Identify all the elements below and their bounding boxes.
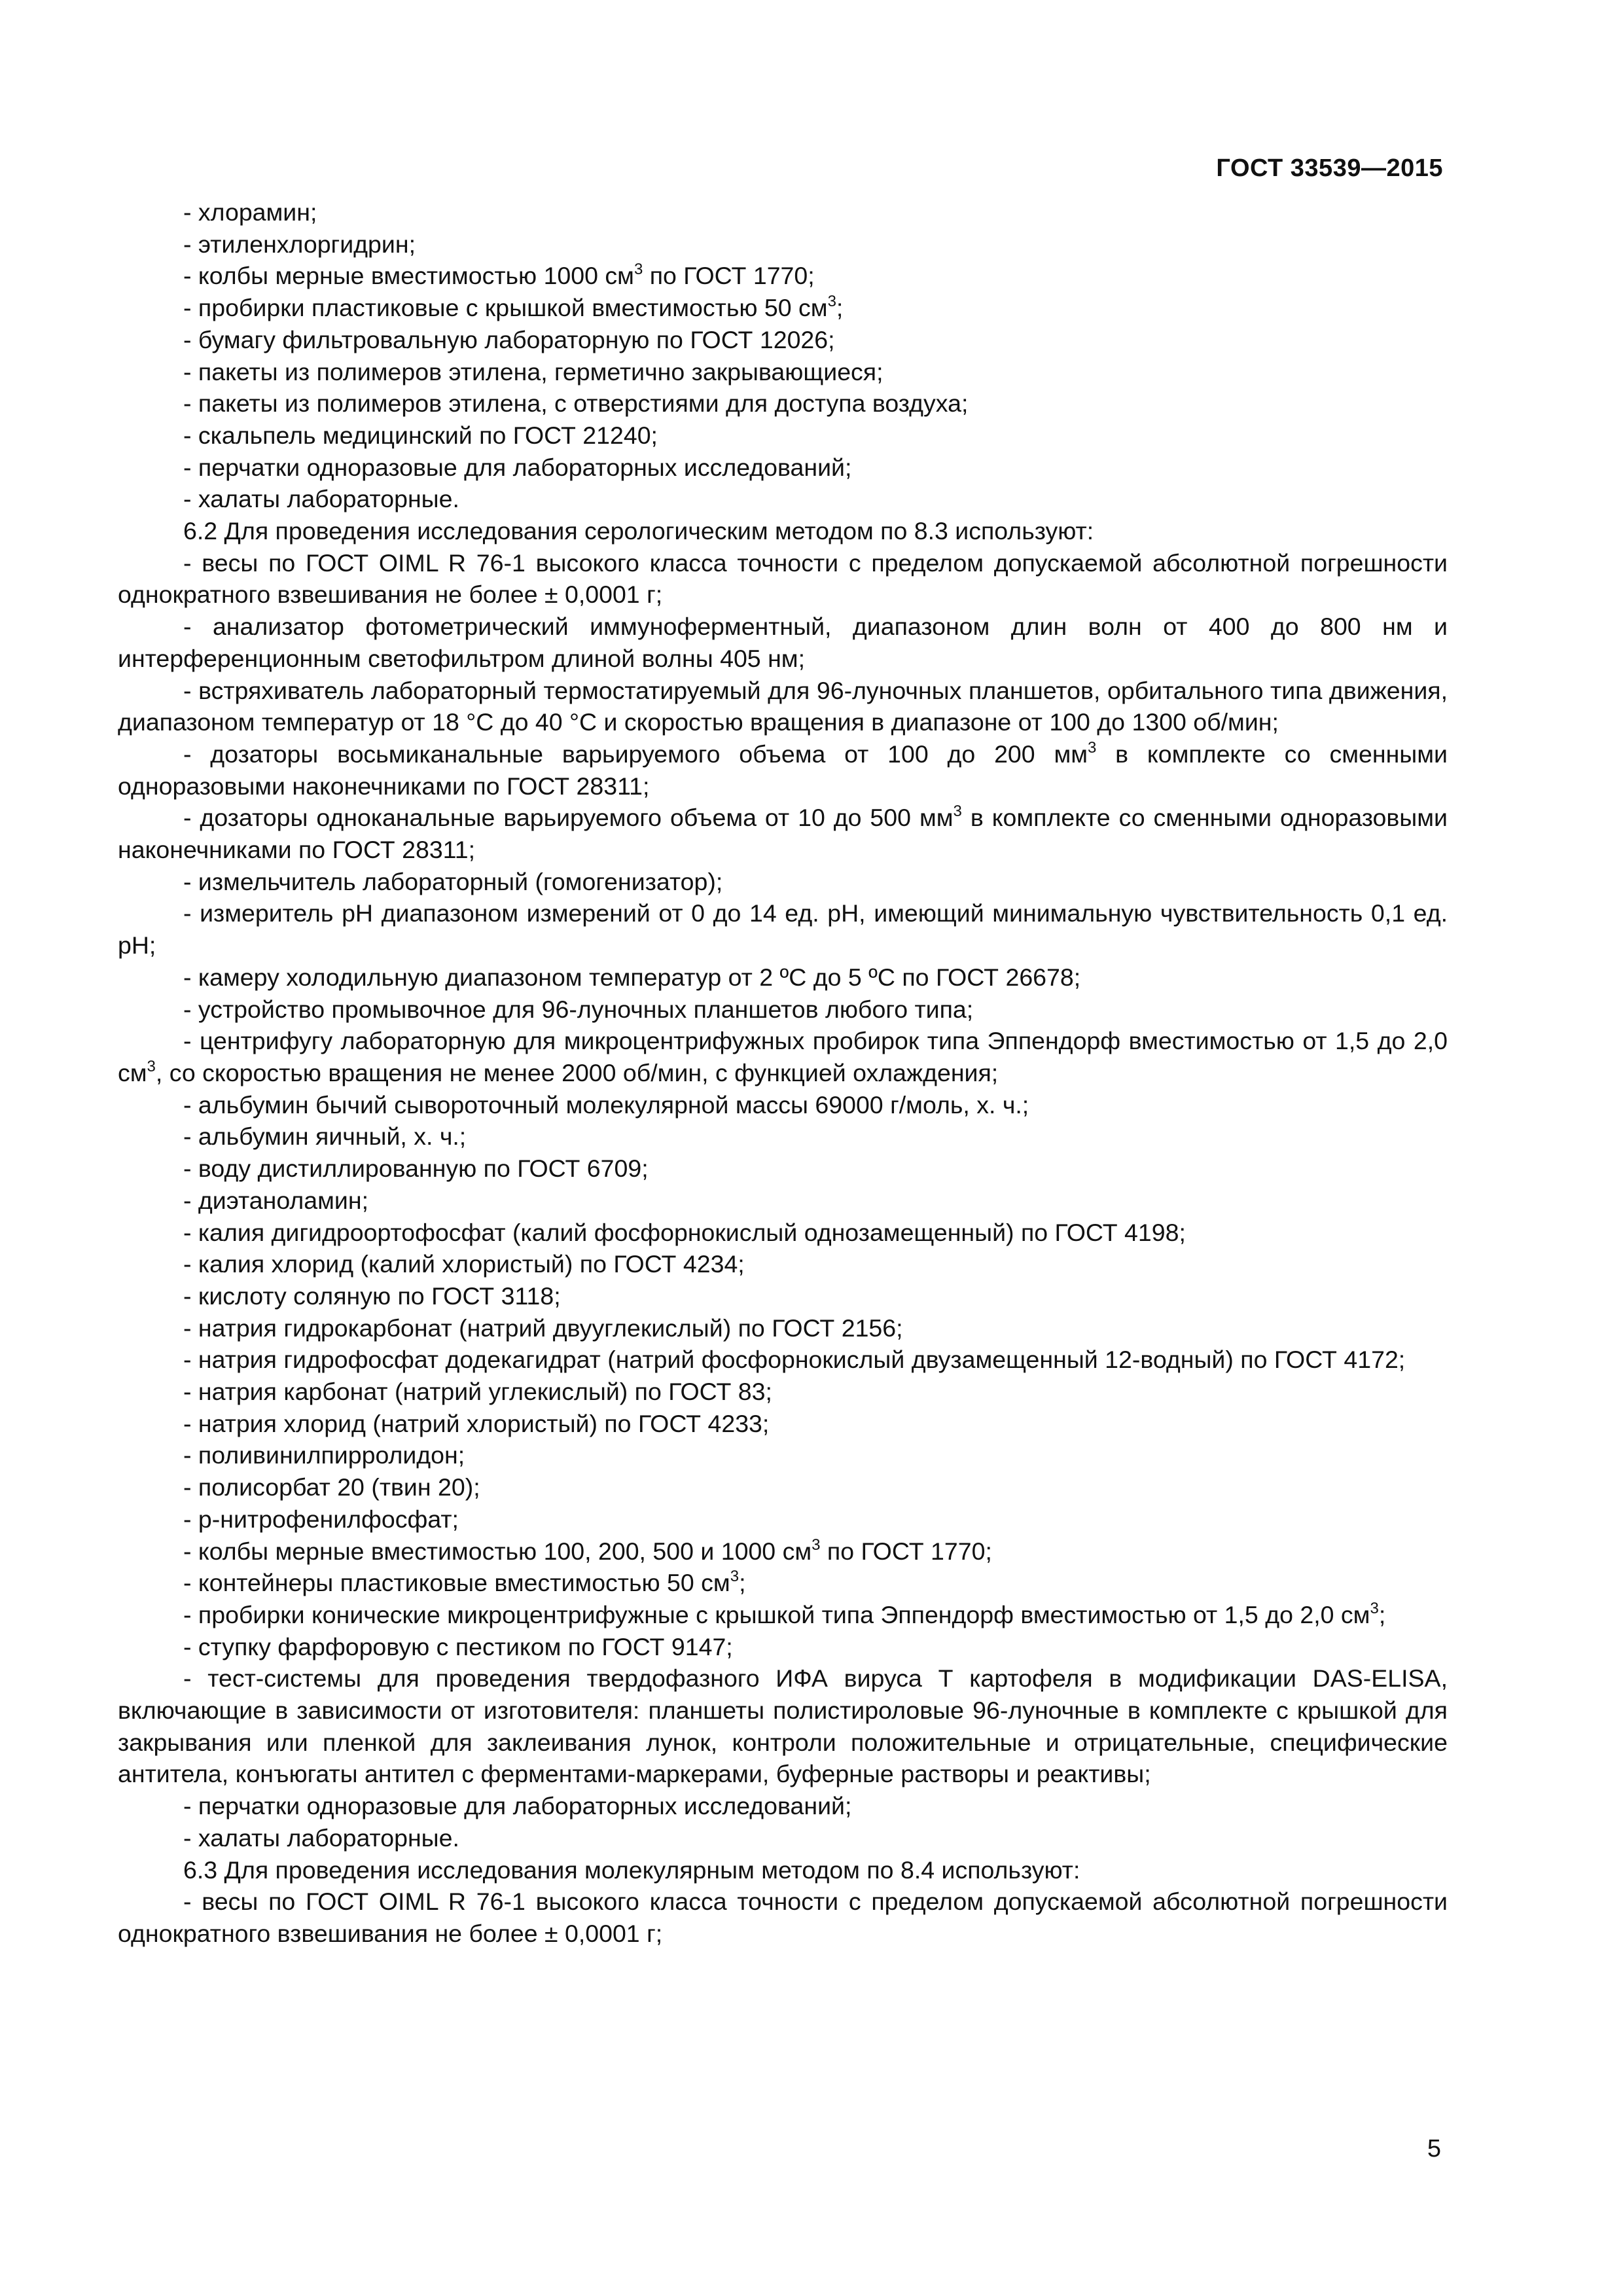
list-item [118,1854,1448,1886]
list-item [118,1662,1448,1790]
text-run: - натрия гидрофосфат додекагидрат (натрий фосфорнокислый двузамещенный 12-водный) по ГОСТ 4172; [183,1346,1406,1374]
text-run: - диэтаноламин; [183,1186,368,1214]
text-run: - этиленхлоргидрин; [183,230,416,258]
list-item [118,1599,1448,1631]
page-number: 5 [1427,2135,1441,2162]
text-run: - весы по ГОСТ OIML R 76-1 высокого класса точности с пределом допускаемой абсолютной погрешности однократного взвешивания не более ± 0,0001 г; [118,548,1448,609]
text-run: - калия дигидроортофосфат (калий фосфорнокислый однозамещенный) по ГОСТ 4198; [183,1218,1186,1246]
list-item [118,292,1448,324]
superscript: 3 [1370,1599,1379,1617]
text-run: по ГОСТ 1770; [820,1537,992,1565]
list-item [118,515,1448,547]
list-item [118,196,1448,228]
text-run: - альбумин яичный, х. ч.; [183,1122,467,1151]
text-run: - колбы мерные вместимостью 100, 200, 500 и 1000 см [183,1537,812,1565]
text-run: - весы по ГОСТ OIML R 76-1 высокого класса точности с пределом допускаемой абсолютной погрешности однократного взвешивания не более ± 0,0001 г; [118,1888,1448,1947]
list-item [118,547,1448,611]
text-run: - халаты лабораторные. [183,1823,459,1852]
text-run: - поливинилпирролидон; [183,1441,465,1469]
list-item [118,1121,1448,1153]
list-item [118,387,1448,420]
text-run: - измельчитель лабораторный (гомогенизатор); [183,867,723,895]
text-run: 6.2 Для проведения исследования серологическим методом по 8.3 используют: [183,517,1094,545]
text-run: - хлорамин; [183,198,317,226]
text-run: - анализатор фотометрический иммуноферментный, диапазоном длин волн от 400 до 800 нм и интерференционным светофильтром длиной волны 405 нм; [118,613,1448,672]
list-item [118,1312,1448,1344]
text-run: ; [836,294,844,322]
text-run: - пакеты из полимеров этилена, с отверстиями для доступа воздуха; [183,389,969,418]
superscript: 3 [953,802,962,821]
list-item [118,1089,1448,1121]
text-run: в комплекте со сменными одноразовыми наконечниками по ГОСТ 28311; [118,740,1448,800]
list-item [118,1471,1448,1503]
text-run: , со скоростью вращения не менее 2000 об/мин, с функцией охлаждения; [155,1058,999,1086]
text-run: - р-нитрофенилфосфат; [183,1505,459,1533]
list-item [118,738,1448,802]
list-item [118,675,1448,738]
list-item [118,611,1448,674]
text-run: - скальпель медицинский по ГОСТ 21240; [183,421,658,449]
text-run: ; [739,1569,746,1597]
list-item [118,1408,1448,1440]
text-run: - кислоту соляную по ГОСТ 3118; [183,1282,561,1310]
text-run: - перчатки одноразовые для лабораторных исследований; [183,1792,852,1820]
list-item [118,1376,1448,1408]
list-item [118,1567,1448,1599]
text-run: - камеру холодильную диапазоном температур от 2 ºС до 5 ºС по ГОСТ 26678; [183,963,1081,991]
text-run: - натрия хлорид (натрий хлористый) по ГОСТ 4233; [183,1409,770,1437]
text-run: - контейнеры пластиковые вместимостью 50 см [183,1569,730,1597]
text-run: по ГОСТ 1770; [643,262,815,290]
text-run: в комплекте со сменными одноразовыми наконечниками по ГОСТ 28311; [118,804,1448,864]
list-item [118,1025,1448,1088]
superscript: 3 [633,260,643,279]
list-item [118,1280,1448,1312]
list-item [118,1886,1448,1949]
list-item [118,1344,1448,1376]
text-run: - воду дистиллированную по ГОСТ 6709; [183,1155,649,1183]
list-item [118,356,1448,388]
text-run: - натрия карбонат (натрий углекислый) по ГОСТ 83; [183,1378,772,1406]
text-run: - бумагу фильтровальную лабораторную по ГОСТ 12026; [183,325,835,353]
text-run: - пробирки пластиковые с крышкой вместимостью 50 см [183,294,828,322]
list-item [118,1217,1448,1249]
text-run: - калия хлорид (калий хлористый) по ГОСТ 4234; [183,1250,745,1278]
list-item [118,1631,1448,1663]
text-run: - пакеты из полимеров этилена, герметично закрывающиеся; [183,357,883,386]
text-run: - центрифугу лабораторную для микроцентрифужных пробирок типа Эппендорф вместимостью от 1,5 до 2,0 см [118,1027,1448,1086]
superscript: 3 [812,1535,821,1554]
superscript: 3 [827,293,836,311]
text-run: - встряхиватель лабораторный термостатируемый для 96-луночных планшетов, орбитального типа движения, диапазоном температур от 18 °С до 40 °С и скоростью вращения в диапазоне от 100 до 1300 об/мин; [118,676,1448,736]
list-item [118,228,1448,260]
text-run: - пробирки конические микроцентрифужные с крышкой типа Эппендорф вместимостью от 1,5 до 2,0 см [183,1600,1370,1628]
text-run: ; [1378,1600,1386,1628]
list-item [118,1185,1448,1217]
list-item [118,994,1448,1026]
list-item [118,1790,1448,1822]
list-item [118,1439,1448,1471]
list-item [118,802,1448,865]
list-item [118,1822,1448,1854]
text-run: 6.3 Для проведения исследования молекулярным методом по 8.4 используют: [183,1856,1080,1884]
text-run: - устройство промывочное для 96-луночных планшетов любого типа; [183,995,974,1023]
document-body [118,196,1448,1950]
list-item [118,324,1448,356]
text-run: - натрия гидрокарбонат (натрий двууглекислый) по ГОСТ 2156; [183,1314,903,1342]
document-code: ГОСТ 33539—2015 [1216,154,1443,182]
list-item [118,961,1448,994]
text-run: - дозаторы восьмиканальные варьируемого объема от 100 до 200 мм [183,740,1088,768]
list-item [118,1535,1448,1568]
text-run: - перчатки одноразовые для лабораторных исследований; [183,453,852,481]
text-run: - альбумин бычий сывороточный молекулярной массы 69000 г/моль, х. ч.; [183,1090,1029,1119]
list-item [118,420,1448,452]
list-item [118,452,1448,484]
list-item [118,1248,1448,1280]
text-run: - измеритель pH диапазоном измерений от 0 до 14 ед. pH, имеющий минимальную чувствительность 0,1 ед. pH; [118,899,1448,960]
text-run: - тест-системы для проведения твердофазного ИФА вируса Т картофеля в модификации DAS-ELISA, включающие в зависимости от изготовителя: планшеты полистироловые 96-луночные в комплекте с крышкой для закрывания или пленкой для заклеивания лунок, контроли положительные и отрицательные, специфические антитела, конъюгаты антител с ферментами-маркерами, буферные растворы и реактивы; [118,1664,1448,1788]
text-run: - колбы мерные вместимостью 1000 см [183,262,634,290]
list-item [118,483,1448,515]
list-item [118,1503,1448,1535]
superscript: 3 [730,1568,740,1586]
list-item [118,866,1448,898]
superscript: 3 [1088,738,1097,757]
list-item [118,897,1448,961]
text-run: - полисорбат 20 (твин 20); [183,1473,480,1501]
list-item [118,1153,1448,1185]
superscript: 3 [147,1057,156,1075]
list-item [118,260,1448,292]
text-run: - ступку фарфоровую с пестиком по ГОСТ 9147; [183,1632,733,1660]
text-run: - дозаторы одноканальные варьируемого объема от 10 до 500 мм [183,804,954,832]
text-run: - халаты лабораторные. [183,485,459,513]
